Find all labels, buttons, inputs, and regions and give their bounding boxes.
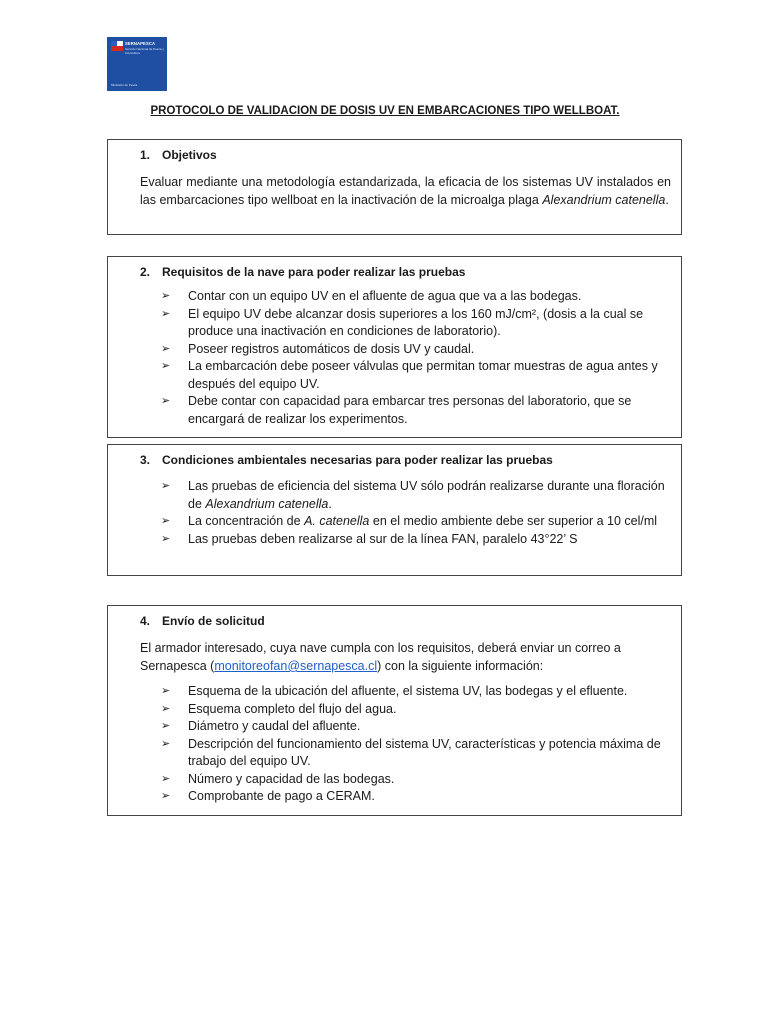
section-objetivos <box>107 139 682 235</box>
list-item: ➢ Debe contar con capacidad para embarcar tres personas del laboratorio, que se encargará de realizar los experimentos. <box>161 394 632 426</box>
arrow-bullet-icon: ➢ <box>161 737 171 750</box>
arrow-bullet-icon: ➢ <box>161 720 171 732</box>
chile-flag-icon <box>111 41 123 51</box>
arrow-bullet-icon: ➢ <box>161 395 171 407</box>
section-heading: 1. Objetivos <box>140 148 217 162</box>
list-item: ➢ Contar con un equipo UV en el afluente de agua que va a las bodegas. <box>188 288 671 306</box>
list-item: ➢ Las pruebas de eficiencia del sistema UV sólo podrán realizarse durante una floración de Alexandrium catenella. <box>161 479 665 511</box>
email-link[interactable]: monitoreofan@sernapesca.cl <box>214 659 378 673</box>
section-heading: 3. Condiciones ambientales necesarias para poder realizar las pruebas <box>140 453 553 467</box>
list-item: ➢ Poseer registros automáticos de dosis UV y caudal. <box>188 341 671 359</box>
arrow-bullet-icon: ➢ <box>161 360 171 372</box>
list-item: ➢ La embarcación debe poseer válvulas que permitan tomar muestras de agua antes y después del equipo UV. <box>161 359 658 391</box>
logo-brand: SERNAPESCA <box>125 41 156 46</box>
envio-paragraph: El armador interesado, cuya nave cumpla con los requisitos, deberá enviar un correo a Sernapesca (monitoreofan@sernapesca.cl) con la siguiente información: <box>140 641 621 673</box>
arrow-bullet-icon: ➢ <box>161 515 171 527</box>
arrow-bullet-icon: ➢ <box>161 307 171 320</box>
list-item: ➢ Las pruebas deben realizarse al sur de la línea FAN, paralelo 43°22’ S <box>188 531 671 549</box>
list-item: ➢ Comprobante de pago a CERAM. <box>188 788 671 806</box>
arrow-bullet-icon: ➢ <box>161 790 171 802</box>
arrow-bullet-icon: ➢ <box>161 532 171 545</box>
list-item: ➢ Descripción del funcionamiento del sistema UV, características y potencia máxima de trabajo del equipo UV. <box>161 736 661 768</box>
list-item: ➢ Diámetro y caudal del afluente. <box>188 718 671 736</box>
envio-list <box>140 683 671 806</box>
arrow-bullet-icon: ➢ <box>161 702 171 715</box>
logo-subtitle: Servicio Nacional de Pesca y Acuicultura <box>125 47 164 55</box>
list-item: ➢ Número y capacidad de las bodegas. <box>188 771 671 789</box>
list-item: ➢ La concentración de A. catenella en el medio ambiente debe ser superior a 10 cel/ml <box>188 513 671 531</box>
sernapesca-logo <box>107 37 167 91</box>
requisitos-list <box>140 288 671 428</box>
list-item: ➢ Esquema completo del flujo del agua. <box>188 701 671 719</box>
arrow-bullet-icon: ➢ <box>161 772 171 785</box>
arrow-bullet-icon: ➢ <box>161 342 171 355</box>
section-envio <box>107 605 682 816</box>
document-title: PROTOCOLO DE VALIDACION DE DOSIS UV EN EMBARCACIONES TIPO WELLBOAT. <box>150 105 620 117</box>
objetivos-paragraph: Evaluar mediante una metodología estandarizada, la eficacia de los sistemas UV instalados en las embarcaciones tipo wellboat en la inactivación de la microalga plaga Alexandrium catenella. <box>140 175 671 207</box>
arrow-bullet-icon: ➢ <box>161 685 171 697</box>
section-heading: 4. Envío de solicitud <box>140 614 265 628</box>
condiciones-list <box>140 478 671 548</box>
section-heading: 2. Requisitos de la nave para poder realizar las pruebas <box>140 265 466 279</box>
section-condiciones <box>107 444 682 576</box>
list-item: ➢ El equipo UV debe alcanzar dosis superiores a los 160 mJ/cm², (dosis a la cual se produce una inactivación en condiciones de laboratorio). <box>161 306 644 338</box>
arrow-bullet-icon: ➢ <box>161 480 171 492</box>
section-requisitos <box>107 256 682 438</box>
arrow-bullet-icon: ➢ <box>161 290 171 302</box>
logo-ministry: Ministerio de Pesca <box>111 83 138 87</box>
list-item: ➢ Esquema de la ubicación del afluente, el sistema UV, las bodegas y el efluente. <box>188 683 671 701</box>
